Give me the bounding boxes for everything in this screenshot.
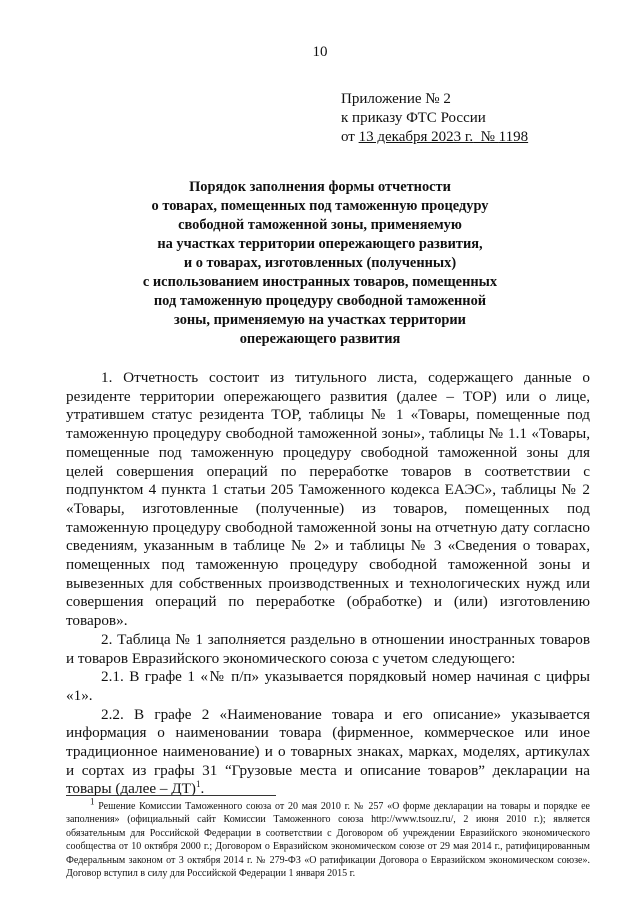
title-line: под таможенную процедуру свободной таможенной [153, 293, 487, 309]
footnote-reference[interactable]: 1 [195, 779, 201, 790]
paragraph-2-2-end: . [200, 780, 205, 798]
appendix-title: Приложение № 2 [341, 91, 451, 107]
title-line: свободной таможенной зоны, применяемую [178, 217, 462, 233]
title-line: Порядок заполнения формы отчетности [189, 179, 451, 195]
paragraph-2-2 [66, 706, 590, 800]
footnote-text: Решение Комиссии Таможенного союза от 20 мая 2010 г. № 257 «О форме декларации на товары и порядке ее заполнения» (официальный сайт Комиссии Таможенного союза http://www.tsouz.ru/, 2 июня 2010 г.); является обязательным для Российской Федерации в соответствии с Договором об учреждении Евразийского экономического сообщества от 10 октября 2000 г.; Договором о Евразийском экономическом союзе от 29 мая 2014 г., ратифицированным Федеральным законом от 3 октября 2014 г. № 279-ФЗ «О ратификации Договора о Евразийском экономическом союзе». Договор вступил в силу для Российской Федерации 1 января 2015 г. [66, 801, 590, 880]
title-line: и о товарах, изготовленных (полученных) [183, 255, 457, 271]
document-title [60, 178, 580, 349]
title-line: зоны, применяемую на участках территории [174, 312, 466, 328]
appendix-date-prefix: от [341, 129, 359, 145]
footnote [66, 796, 590, 880]
footnote-mark: 1 [90, 796, 95, 807]
appendix-number: 1198 [498, 129, 529, 145]
title-line: с использованием иностранных товаров, помещенных [142, 274, 498, 290]
paragraph-1: 1. Отчетность состоит из титульного листа, содержащего данные о резиденте территории опережающего развития (далее – ТОР) или о лице, утратившем статус резидента ТОР, таблицы № 1 «Товары, помещенные под таможенную процедуру свободной таможенной зоны», таблицы № 1.1 «Товары, помещенные под таможенную процедуру свободной таможенной зоны для целей совершения операций по переработке товаров в соответствии с подпунктом 4 пункта 1 статьи 205 Таможенного кодекса ЕАЭС», таблицы № 2 «Товары, изготовленные (полученные) из товаров, помещенных под таможенную процедуру свободной таможенной зоны на отчетную дату согласно сведениям, указанным в таблице № 2» и таблицы № 3 «Сведения о товарах, помещенных под таможенную процедуру свободной таможенной зоны и вывезенных для собственных производственных и технологических нужд или совершения операций по переработке (обработке) и (или) изготовлению товаров». [66, 369, 590, 630]
document-body [66, 369, 590, 799]
appendix-date-line [341, 128, 528, 147]
paragraph-2-2-text: 2.2. В графе 2 «Наименование товара и его описание» указывается информация о наименовании товара (фирменное, коммерческое или иное традиционное наименование) и о товарных знаках, марках, моделях, артикулах и сортах из графы 31 “Грузовые места и описание товаров” декларации на товары (далее – ДТ) [66, 705, 590, 798]
title-line: о товарах, помещенных под таможенную процедуру [151, 198, 489, 214]
appendix-order-ref: к приказу ФТС России [341, 110, 486, 126]
paragraph-2-1: 2.1. В графе 1 «№ п/п» указывается порядковый номер начиная с цифры «1». [66, 668, 590, 704]
appendix-header [341, 90, 528, 147]
appendix-date: 13 декабря 2023 г. [358, 129, 474, 145]
page-number: 10 [312, 44, 328, 60]
title-line: на участках территории опережающего развития, [157, 236, 483, 252]
paragraph-2: 2. Таблица № 1 заполняется раздельно в отношении иностранных товаров и товаров Евразийского экономического союза с учетом следующего: [66, 630, 590, 667]
appendix-number-prefix: № [473, 129, 499, 145]
title-line: опережающего развития [239, 331, 401, 347]
footnote-divider [66, 795, 276, 796]
